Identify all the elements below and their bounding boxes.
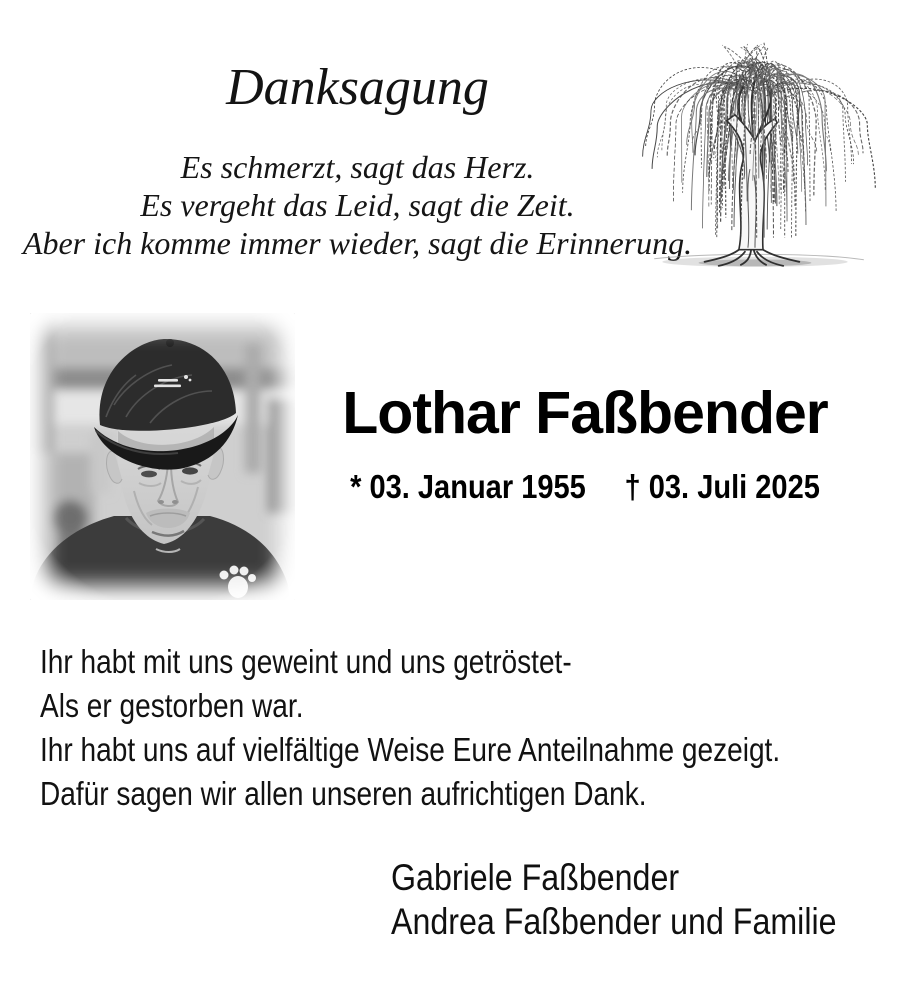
poem-line: Aber ich komme immer wieder, sagt die Erinnerung. xyxy=(22,225,693,261)
birth-date: * 03. Januar 1955 xyxy=(350,468,586,505)
deceased-portrait-photo-icon xyxy=(30,313,295,600)
poem-line: Es schmerzt, sagt das Herz. xyxy=(180,149,535,185)
signature-line: Gabriele Faßbender xyxy=(391,857,680,898)
thanks-text xyxy=(40,640,780,816)
weeping-willow-icon xyxy=(626,28,888,280)
notice-type-heading: Danksagung xyxy=(226,59,489,116)
death-date: † 03. Juli 2025 xyxy=(624,468,820,505)
signature-line: Andrea Faßbender und Familie xyxy=(391,901,837,942)
signatures xyxy=(391,856,837,944)
poem-line: Es vergeht das Leid, sagt die Zeit. xyxy=(140,187,575,223)
thanks-line: Ihr habt uns auf vielfältige Weise Eure Anteilnahme gezeigt. xyxy=(40,731,781,768)
memorial-poem xyxy=(0,148,715,262)
deceased-name: Lothar Faßbender xyxy=(342,380,828,446)
thanks-line: Als er gestorben war. xyxy=(40,687,304,724)
life-dates xyxy=(330,467,840,507)
thanks-line: Dafür sagen wir allen unseren aufrichtigen Dank. xyxy=(40,775,647,812)
thanks-line: Ihr habt mit uns geweint und uns getröstet- xyxy=(40,643,572,680)
